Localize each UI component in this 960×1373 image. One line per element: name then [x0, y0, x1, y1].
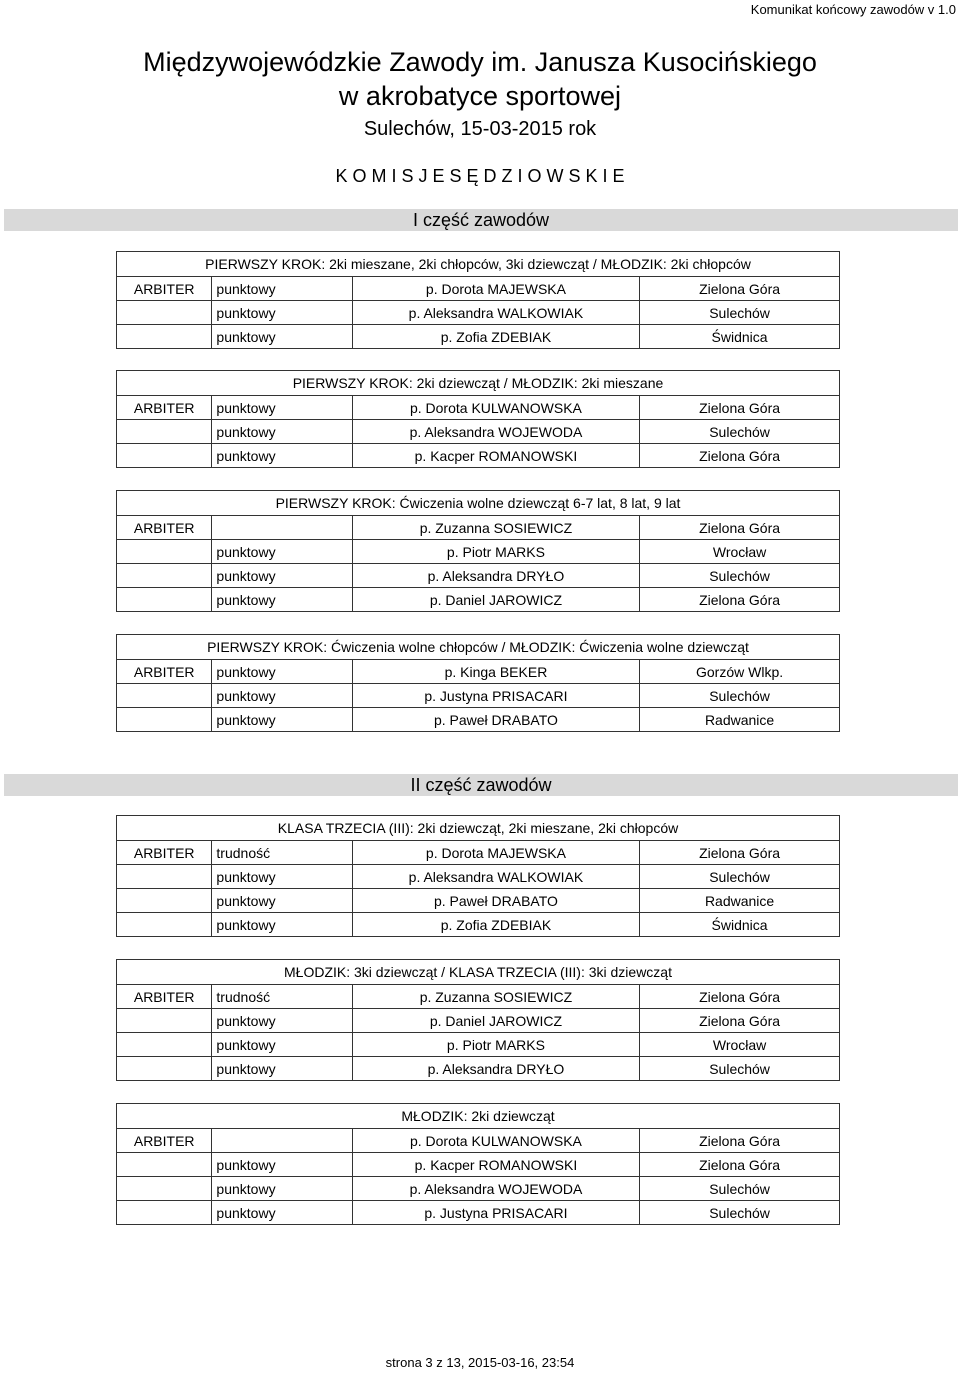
judge-city: Gorzów Wlkp. — [640, 660, 840, 684]
judge-role — [117, 913, 212, 937]
judge-type: punktowy — [212, 1177, 352, 1201]
judge-role — [117, 1057, 212, 1081]
judge-type: punktowy — [212, 444, 352, 468]
table-row — [117, 588, 840, 612]
judge-city: Zielona Góra — [640, 277, 840, 301]
judge-name: p. Daniel JAROWICZ — [352, 1009, 639, 1033]
judge-name: p. Paweł DRABATO — [352, 889, 639, 913]
judge-role — [117, 1033, 212, 1057]
judge-role — [117, 444, 212, 468]
table-row — [117, 1177, 840, 1201]
judge-type: punktowy — [212, 889, 352, 913]
judge-name: p. Dorota MAJEWSKA — [352, 841, 639, 865]
table-row — [117, 1153, 840, 1177]
judges-table — [116, 276, 840, 349]
judge-city: Sulechów — [640, 420, 840, 444]
judge-type: punktowy — [212, 277, 352, 301]
table-row — [117, 1201, 840, 1225]
judge-city: Sulechów — [640, 564, 840, 588]
judge-name: p. Dorota KULWANOWSKA — [352, 396, 639, 420]
judge-role — [117, 325, 212, 349]
part-2-bar: II część zawodów — [4, 774, 958, 796]
table-row — [117, 1033, 840, 1057]
judge-city: Wrocław — [640, 540, 840, 564]
judge-type: punktowy — [212, 1153, 352, 1177]
judge-city: Zielona Góra — [640, 985, 840, 1009]
judge-role — [117, 1177, 212, 1201]
judges-table — [116, 1128, 840, 1225]
judge-type: punktowy — [212, 301, 352, 325]
judge-type: punktowy — [212, 420, 352, 444]
panel-title — [116, 370, 840, 395]
judge-name: p. Zofia ZDEBIAK — [352, 913, 639, 937]
judge-city: Sulechów — [640, 1057, 840, 1081]
judge-role: ARBITER — [117, 841, 212, 865]
judge-city: Zielona Góra — [640, 1153, 840, 1177]
judge-role — [117, 564, 212, 588]
judge-city: Zielona Góra — [640, 1129, 840, 1153]
judge-city: Zielona Góra — [640, 516, 840, 540]
version-label: Komunikat końcowy zawodów v 1.0 — [750, 2, 956, 17]
table-row — [117, 444, 840, 468]
judge-city: Świdnica — [640, 913, 840, 937]
judge-type: punktowy — [212, 684, 352, 708]
page-subtitle: Sulechów, 15-03-2015 rok — [363, 118, 597, 140]
judge-city: Zielona Góra — [640, 588, 840, 612]
judge-role: ARBITER — [117, 516, 212, 540]
judge-city: Sulechów — [640, 1177, 840, 1201]
judge-city: Sulechów — [640, 301, 840, 325]
panel-title — [116, 490, 840, 515]
judge-type: punktowy — [212, 708, 352, 732]
judge-type: trudność — [212, 841, 352, 865]
judge-type: punktowy — [212, 865, 352, 889]
judge-role — [117, 588, 212, 612]
judge-type: punktowy — [212, 1009, 352, 1033]
panel-title — [116, 959, 840, 984]
table-row — [117, 913, 840, 937]
judge-name: p. Zofia ZDEBIAK — [352, 325, 639, 349]
judge-name: p. Dorota MAJEWSKA — [352, 277, 639, 301]
judges-table — [116, 395, 840, 468]
judge-name: p. Zuzanna SOSIEWICZ — [352, 985, 639, 1009]
table-row — [117, 564, 840, 588]
panel-title — [116, 634, 840, 659]
table-row — [117, 1057, 840, 1081]
judge-city: Sulechów — [640, 684, 840, 708]
table-row — [117, 865, 840, 889]
judge-role: ARBITER — [117, 660, 212, 684]
panel-title — [116, 251, 840, 276]
judge-type: punktowy — [212, 396, 352, 420]
judge-role: ARBITER — [117, 277, 212, 301]
panel-heading: PIERWSZY KROK: 2ki dziewcząt / MŁODZIK: 2ki mieszane — [116, 370, 840, 395]
table-row — [117, 1129, 840, 1153]
panel-title — [116, 1103, 840, 1128]
judge-role — [117, 889, 212, 913]
table-row — [117, 325, 840, 349]
judge-type: punktowy — [212, 540, 352, 564]
table-row — [117, 277, 840, 301]
panel-heading: MŁODZIK: 3ki dziewcząt / KLASA TRZECIA (III): 3ki dziewcząt — [116, 959, 840, 984]
page-title-line2: w akrobatyce sportowej — [338, 81, 622, 111]
judge-role — [117, 1153, 212, 1177]
judge-role — [117, 708, 212, 732]
judges-table — [116, 840, 840, 937]
table-row — [117, 1009, 840, 1033]
judge-role: ARBITER — [117, 1129, 212, 1153]
judge-type: punktowy — [212, 564, 352, 588]
judge-type: punktowy — [212, 1057, 352, 1081]
table-row — [117, 396, 840, 420]
table-row — [117, 420, 840, 444]
judge-name: p. Dorota KULWANOWSKA — [352, 1129, 639, 1153]
table-row — [117, 684, 840, 708]
judge-role: ARBITER — [117, 396, 212, 420]
judge-type: trudność — [212, 985, 352, 1009]
judge-name: p. Aleksandra WALKOWIAK — [352, 301, 639, 325]
judge-type — [212, 516, 352, 540]
judge-name: p. Aleksandra WALKOWIAK — [352, 865, 639, 889]
judge-role — [117, 540, 212, 564]
panel-heading: MŁODZIK: 2ki dziewcząt — [116, 1103, 840, 1128]
judge-name: p. Kacper ROMANOWSKI — [352, 444, 639, 468]
judge-name: p. Justyna PRISACARI — [352, 1201, 639, 1225]
judge-type: punktowy — [212, 325, 352, 349]
judge-city: Zielona Góra — [640, 444, 840, 468]
judge-city: Zielona Góra — [640, 396, 840, 420]
judge-type: punktowy — [212, 1033, 352, 1057]
table-row — [117, 301, 840, 325]
table-row — [117, 841, 840, 865]
judge-name: p. Kinga BEKER — [352, 660, 639, 684]
judge-city: Radwanice — [640, 889, 840, 913]
judge-type: punktowy — [212, 588, 352, 612]
table-row — [117, 985, 840, 1009]
judges-table — [116, 659, 840, 732]
judge-type: punktowy — [212, 660, 352, 684]
judge-role — [117, 1201, 212, 1225]
judge-role — [117, 420, 212, 444]
judge-city: Sulechów — [640, 1201, 840, 1225]
judge-name: p. Piotr MARKS — [352, 1033, 639, 1057]
table-row — [117, 516, 840, 540]
judge-city: Zielona Góra — [640, 841, 840, 865]
judge-name: p. Aleksandra WOJEWODA — [352, 420, 639, 444]
judge-name: p. Aleksandra DRYŁO — [352, 564, 639, 588]
judge-name: p. Aleksandra DRYŁO — [352, 1057, 639, 1081]
judge-role — [117, 865, 212, 889]
panel-heading: PIERWSZY KROK: Ćwiczenia wolne chłopców / MŁODZIK: Ćwiczenia wolne dziewcząt — [116, 634, 840, 659]
panel-title — [116, 815, 840, 840]
judge-city: Wrocław — [640, 1033, 840, 1057]
judge-city: Zielona Góra — [640, 1009, 840, 1033]
judge-name: p. Zuzanna SOSIEWICZ — [352, 516, 639, 540]
judge-role — [117, 684, 212, 708]
judge-name: p. Daniel JAROWICZ — [352, 588, 639, 612]
panel-heading: PIERWSZY KROK: Ćwiczenia wolne dziewcząt 6-7 lat, 8 lat, 9 lat — [116, 490, 840, 515]
table-row — [117, 660, 840, 684]
judge-name: p. Kacper ROMANOWSKI — [352, 1153, 639, 1177]
judge-city: Świdnica — [640, 325, 840, 349]
judge-city: Sulechów — [640, 865, 840, 889]
judge-role — [117, 1009, 212, 1033]
judges-table — [116, 515, 840, 612]
panel-heading: KLASA TRZECIA (III): 2ki dziewcząt, 2ki mieszane, 2ki chłopców — [116, 815, 840, 840]
judge-role — [117, 301, 212, 325]
table-row — [117, 540, 840, 564]
judge-city: Radwanice — [640, 708, 840, 732]
judge-name: p. Aleksandra WOJEWODA — [352, 1177, 639, 1201]
judge-role: ARBITER — [117, 985, 212, 1009]
judge-type: punktowy — [212, 1201, 352, 1225]
part-1-bar: I część zawodów — [4, 209, 958, 231]
page-footer: strona 3 z 13, 2015-03-16, 23:54 — [385, 1355, 575, 1370]
judge-name: p. Justyna PRISACARI — [352, 684, 639, 708]
panel-heading: PIERWSZY KROK: 2ki mieszane, 2ki chłopców, 3ki dziewcząt / MŁODZIK: 2ki chłopców — [116, 251, 840, 276]
judge-name: p. Paweł DRABATO — [352, 708, 639, 732]
page-title-line1: Międzywojewódzkie Zawody im. Janusza Kusocińskiego — [143, 47, 817, 77]
commissions-heading: K O M I S J E S Ę D Z I O W S K I E — [335, 166, 625, 186]
judge-type: punktowy — [212, 913, 352, 937]
table-row — [117, 708, 840, 732]
table-row — [117, 889, 840, 913]
judge-type — [212, 1129, 352, 1153]
judges-table — [116, 984, 840, 1081]
judge-name: p. Piotr MARKS — [352, 540, 639, 564]
